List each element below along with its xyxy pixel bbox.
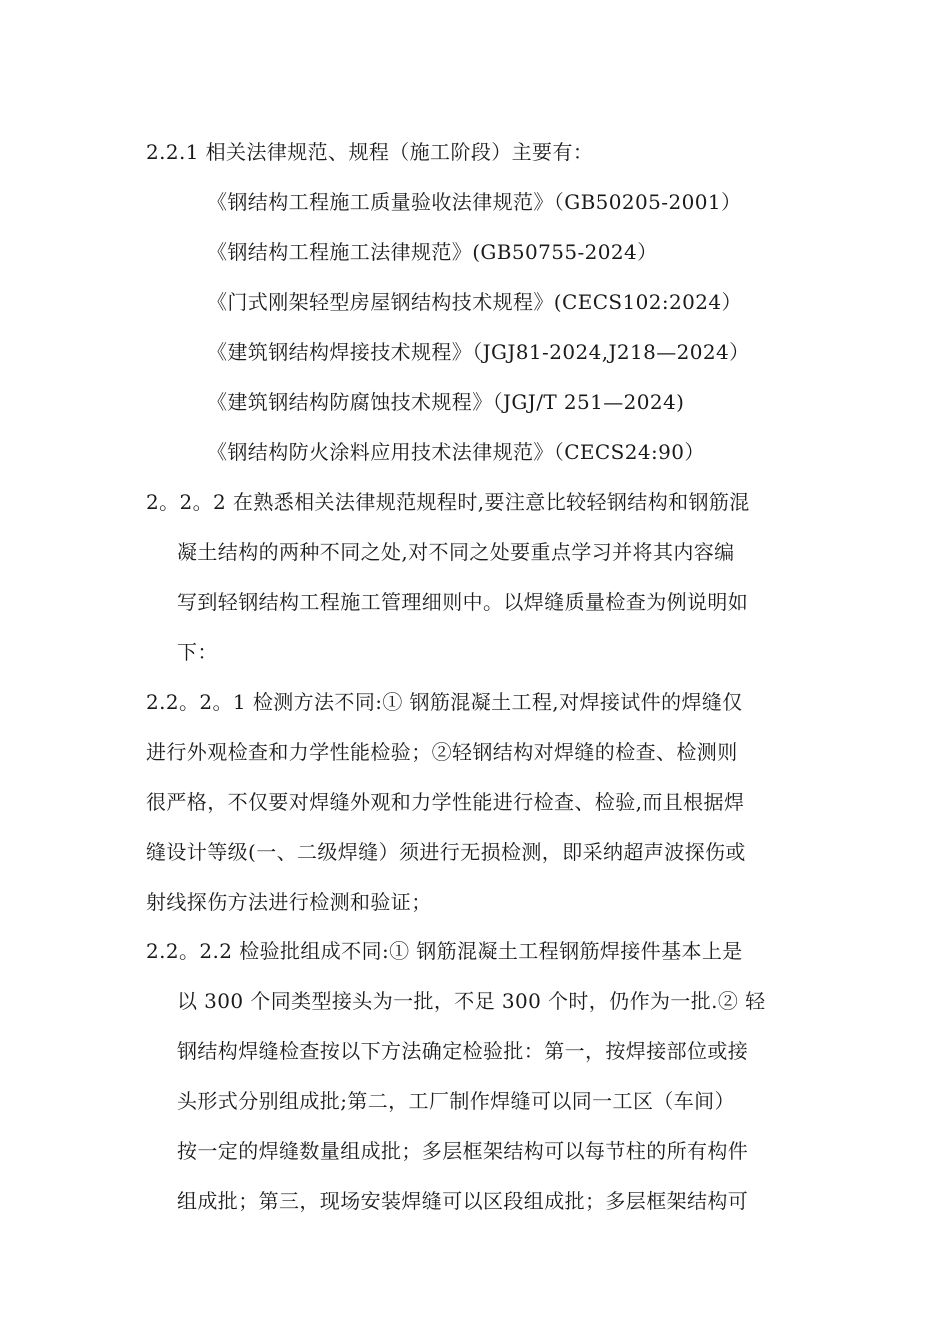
section-2-2-2-1-line: 很严格，不仅要对焊缝外观和力学性能进行检查、检验,而且根据焊 [146,790,745,814]
reference-item: 《建筑钢结构防腐蚀技术规程》（JGJ/T 251—2024) [207,390,685,414]
section-2-2-2-2-line: 组成批；第三，现场安装焊缝可以区段组成批；多层框架结构可 [177,1189,749,1213]
section-2-2-2-1-line: 射线探伤方法进行检测和验证； [146,890,432,914]
section-2-2-2-2-line: 头形式分别组成批;第二，工厂制作焊缝可以同一工区（车间） [177,1089,735,1113]
section-2-2-1-heading: 2.2.1 相关法律规范、规程（施工阶段）主要有： [146,140,594,164]
section-2-2-2-line: 凝土结构的两种不同之处,对不同之处要重点学习并将其内容编 [177,540,735,564]
reference-item: 《钢结构防火涂料应用技术法律规范》（CECS24:90） [207,440,705,464]
section-2-2-2-1-line: 缝设计等级(一、二级焊缝）须进行无损检测，即采纳超声波探伤或 [146,840,746,864]
reference-item: 《门式刚架轻型房屋钢结构技术规程》(CECS102:2024） [207,290,742,314]
section-2-2-2-1-line: 2.2。2。1 检测方法不同:① 钢筋混凝土工程,对焊接试件的焊缝仅 [146,690,743,714]
reference-item: 《建筑钢结构焊接技术规程》（JGJ81-2024,J218—2024） [207,340,750,364]
section-2-2-2-2-line: 按一定的焊缝数量组成批；多层框架结构可以每节柱的所有构件 [177,1139,749,1163]
section-2-2-2-line: 写到轻钢结构工程施工管理细则中。以焊缝质量检查为例说明如 [177,590,749,614]
section-2-2-2-2-line: 2.2。2.2 检验批组成不同:① 钢筋混凝土工程钢筋焊接件基本上是 [146,939,743,963]
reference-item: 《钢结构工程施工法律规范》(GB50755-2024） [207,240,658,264]
section-2-2-2-1-line: 进行外观检查和力学性能检验；②轻钢结构对焊缝的检查、检测则 [146,740,738,764]
reference-item: 《钢结构工程施工质量验收法律规范》（GB50205-2001） [207,190,742,214]
section-2-2-2-2-line: 以 300 个同类型接头为一批，不足 300 个时，仍作为一批.② 轻 [177,989,766,1013]
section-2-2-2-line: 下： [177,640,218,664]
section-2-2-2-line: 2。2。2 在熟悉相关法律规范规程时,要注意比较轻钢结构和钢筋混 [146,490,750,514]
section-2-2-2-2-line: 钢结构焊缝检查按以下方法确定检验批：第一，按焊接部位或接 [177,1039,749,1063]
